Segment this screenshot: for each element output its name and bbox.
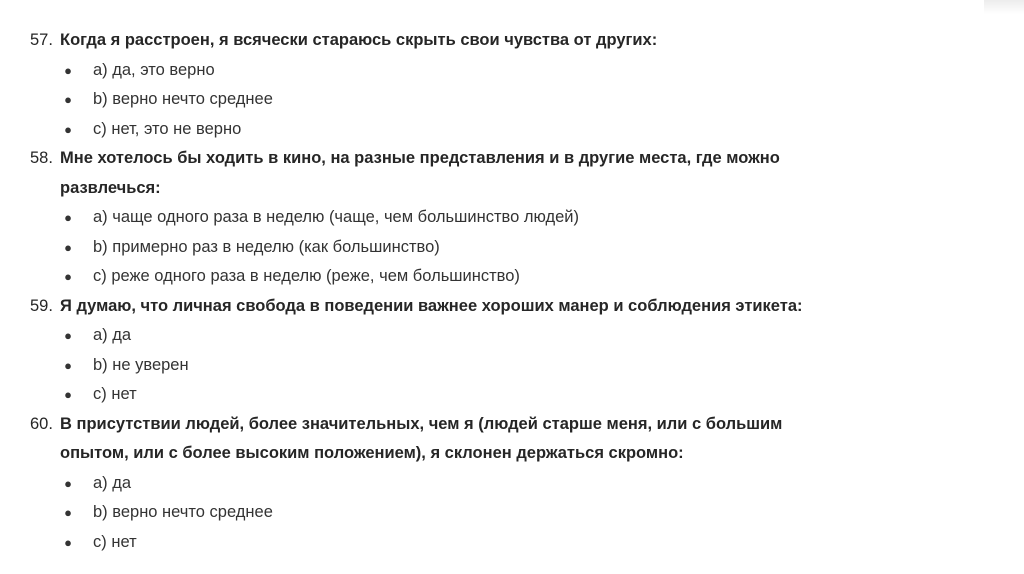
answer-text: c) реже одного раза в неделю (реже, чем большинство) — [93, 267, 520, 285]
answer-option — [30, 233, 990, 263]
bullet-icon: ● — [64, 92, 72, 107]
bullet-icon: ● — [64, 62, 72, 78]
answer-text: b) не уверен — [93, 355, 189, 374]
answer-text: c) нет — [93, 385, 137, 403]
question-59 — [30, 292, 990, 410]
answer-options — [30, 203, 990, 292]
bullet-icon: ● — [64, 121, 72, 137]
question-number: 59. — [30, 296, 53, 315]
answer-text: b) верно нечто среднее — [93, 90, 273, 108]
question-number: 58. — [30, 149, 53, 167]
answer-option — [30, 528, 990, 558]
question-heading — [30, 144, 990, 203]
answer-text: c) нет — [93, 532, 137, 551]
bullet-icon: ● — [64, 210, 72, 225]
answer-option — [30, 351, 990, 381]
answer-options — [30, 56, 990, 145]
answer-option — [30, 115, 990, 145]
answer-option — [30, 498, 990, 528]
page-corner-decoration — [984, 0, 1024, 14]
bullet-icon: ● — [64, 357, 72, 373]
question-60 — [30, 410, 990, 558]
question-58 — [30, 144, 990, 292]
bullet-icon: ● — [64, 387, 72, 402]
answer-text: a) да — [93, 326, 132, 344]
answer-text: c) нет, это не верно — [93, 119, 242, 138]
answer-text: b) примерно раз в неделю (как большинство) — [93, 237, 440, 256]
bullet-icon: ● — [64, 505, 72, 520]
answer-options — [30, 321, 990, 410]
answer-text: a) да — [93, 473, 132, 492]
question-text: Мне хотелось бы ходить в кино, на разные представления и в другие места, где можно развлечься: — [60, 149, 780, 197]
answer-option — [30, 262, 990, 292]
question-number: 57. — [30, 31, 53, 49]
bullet-icon: ● — [64, 269, 72, 284]
answer-option — [30, 56, 990, 86]
bullet-icon: ● — [64, 475, 72, 491]
answer-option — [30, 321, 990, 351]
bullet-icon: ● — [64, 534, 72, 550]
question-heading — [30, 292, 990, 322]
bullet-icon: ● — [64, 328, 72, 343]
answer-option — [30, 203, 990, 233]
answer-option — [30, 85, 990, 115]
answer-text: a) чаще одного раза в неделю (чаще, чем большинство людей) — [93, 208, 580, 226]
question-text: Когда я расстроен, я всячески стараюсь скрыть свои чувства от других: — [60, 31, 658, 49]
question-heading — [30, 26, 990, 56]
answer-options — [30, 469, 990, 558]
answer-option — [30, 469, 990, 499]
question-number: 60. — [30, 414, 53, 433]
answer-text: a) да, это верно — [93, 60, 215, 79]
question-text: Я думаю, что личная свобода в поведении важнее хороших манер и соблюдения этикета: — [60, 296, 803, 315]
question-heading — [30, 410, 990, 469]
answer-text: b) верно нечто среднее — [93, 503, 273, 521]
bullet-icon: ● — [64, 239, 72, 255]
questionnaire — [30, 26, 990, 557]
question-57 — [30, 26, 990, 144]
answer-option — [30, 380, 990, 410]
question-text: В присутствии людей, более значительных, чем я (людей старше меня, или с большим опытом, или с более высоким положением), я склонен держаться скромно: — [60, 414, 783, 462]
